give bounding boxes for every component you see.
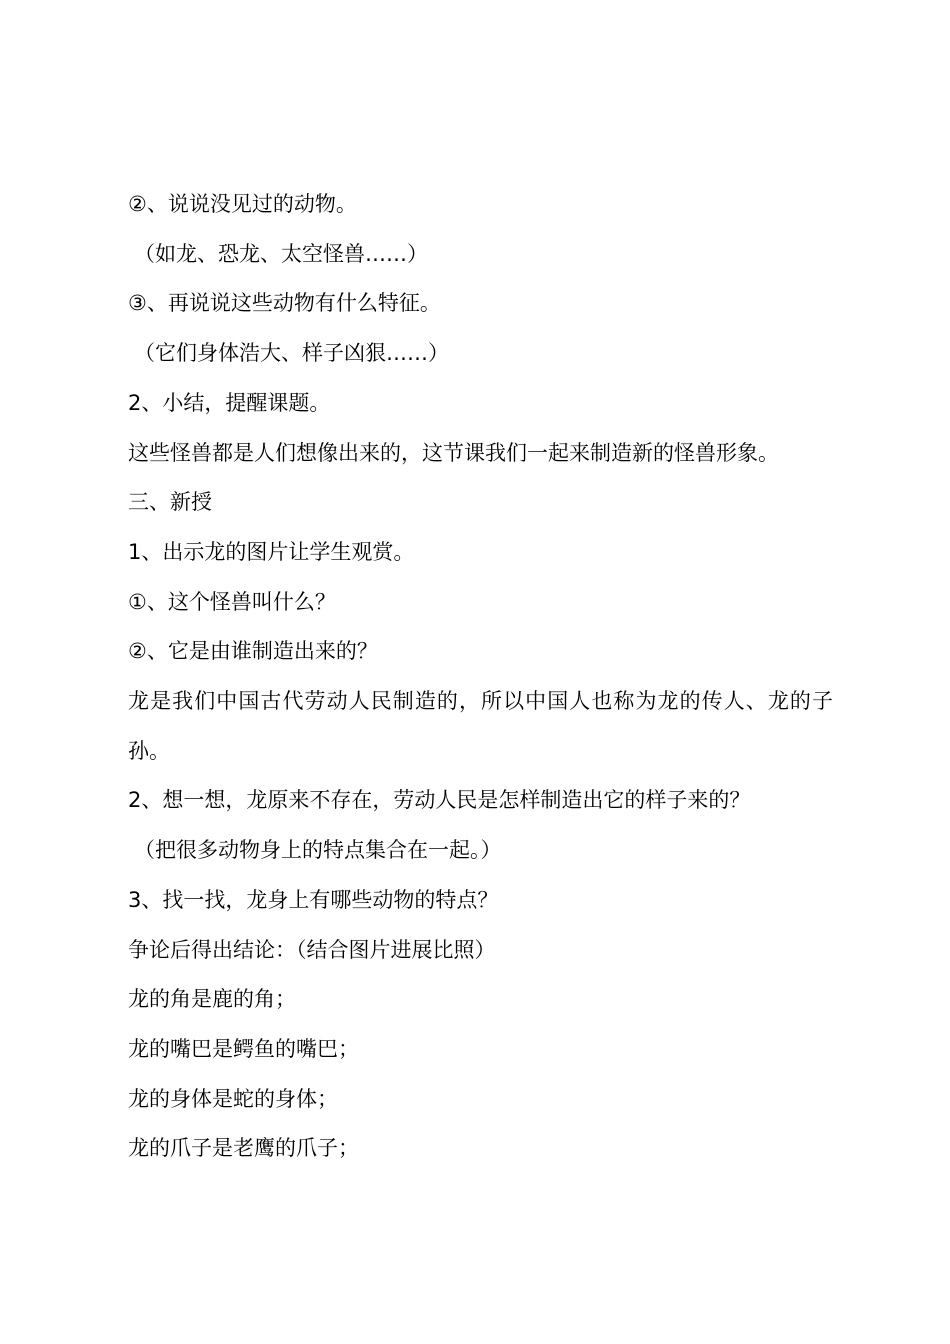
text-line: ③、再说说这些动物有什么特征。: [128, 291, 441, 316]
text-line: ②、它是由谁制造出来的？: [128, 639, 378, 664]
text-line: 龙的角是鹿的角；: [128, 987, 296, 1012]
text-line: 这些怪兽都是人们想像出来的，这节课我们一起来制造新的怪兽形象。: [128, 440, 779, 465]
text-line: 2、想一想，龙原来不存在，劳动人民是怎样制造出它的样子来的？: [128, 788, 751, 813]
text-line: 龙的爪子是老鹰的爪子；: [128, 1136, 359, 1161]
text-line: （它们身体浩大、样子凶狠……）: [134, 341, 449, 366]
text-line: 争论后得出结论：（结合图片进展比照）: [128, 937, 496, 962]
section-heading: 三、新授: [128, 490, 212, 515]
text-line: ②、说说没见过的动物。: [128, 192, 357, 216]
text-line: 龙的嘴巴是鳄鱼的嘴巴；: [128, 1036, 359, 1061]
text-line: （如龙、恐龙、太空怪兽……）: [134, 241, 428, 266]
text-line: 2、小结，提醒课题。: [128, 390, 331, 415]
text-line: 龙的身体是蛇的身体；: [128, 1086, 338, 1111]
text-line: 1、出示龙的图片让学生观赏。: [128, 539, 415, 564]
paragraph: 龙是我们中国古代劳动人民制造的，所以中国人也称为龙的传人、龙的子孙。: [128, 689, 833, 763]
text-line: （把很多动物身上的特点集合在一起。）: [134, 838, 502, 863]
text-line: 3、找一找，龙身上有哪些动物的特点？: [128, 887, 499, 912]
document-body: [128, 180, 838, 1174]
text-line: ①、这个怪兽叫什么？: [128, 589, 336, 614]
